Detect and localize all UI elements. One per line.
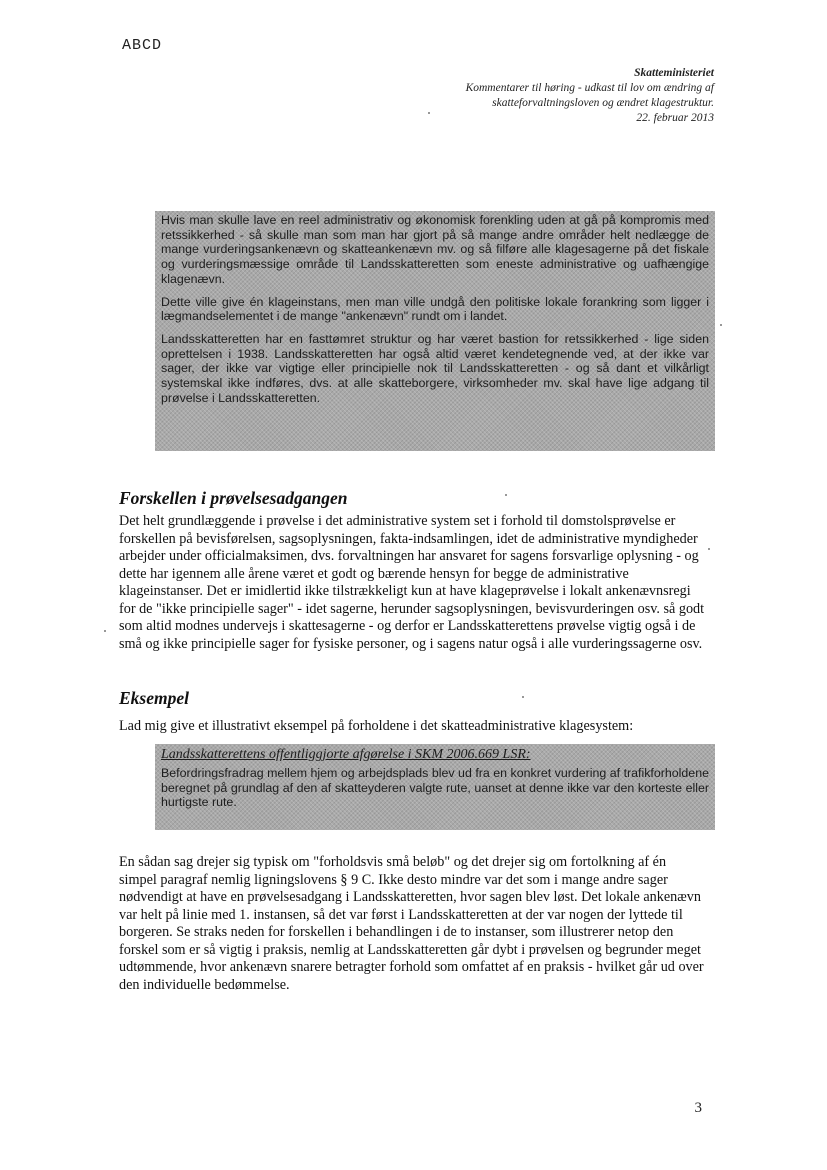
example-body: Befordringsfradrag mellem hjem og arbejdsplads blev ud fra en konkret vurdering af trafikforholdene beregnet på grundlag af den af skatteyderen valgte rute, uanset at denne ikke var den korteste eller hurtigste rute.: [161, 766, 709, 810]
quote-paragraph: Dette ville give én klageinstans, men man ville undgå den politiske lokale forankring som ligger i lægmandselementet i de mange "ankenævn" rundt om i landet.: [161, 294, 709, 324]
body-paragraph: Lad mig give et illustrativt eksempel på forholdene i det skatteadministrative klagesystem:: [119, 718, 634, 734]
document-stamp: ABCD: [122, 37, 163, 54]
page-number: 3: [694, 1100, 702, 1116]
highlighted-example-box: [155, 744, 715, 830]
body-paragraph: En sådan sag drejer sig typisk om "forholdsvis små beløb" og det drejer sig om fortolkning af én simpel paragraf nemlig ligningslovens § 9 C. Ikke desto mindre var det som i mange andre sager nødvendigt at have en prøvelsesadgang i Landsskatteretten, hvor sagen blev løst. Det lokale ankenævn var helt på linie med 1. instansen, så det var først i Landsskatteretten at der var nogen der lyttede til borgeren. Se straks neden for forskellen i behandlingen i de to instanser, som illustrerer netop den forskel som er så vigtig i praksis, nemlig at Landsskatteretten går dybt i prøvelsen og begrunder meget udtømmende, hvor ankenævn snarere betragter forhold som omfattet af en praksis - hvilket går ud over den individuelle bedømmelse.: [119, 854, 704, 993]
example-title: Landsskatterettens offentliggjorte afgørelse i SKM 2006.669 LSR:: [161, 747, 531, 762]
header-subject-line-2: skatteforvaltningsloven og ændret klagestruktur.: [492, 97, 714, 109]
scan-speck: [522, 696, 524, 698]
scan-speck: [104, 630, 106, 632]
quote-paragraph: Landsskatteretten har en fasttømret struktur og har været bastion for retssikkerhed - lige siden oprettelsen i 1938. Landsskatteretten har også altid været kendetegnende ved, at der ikke var sager, der ikke var vigtige eller principielle nok til Landsskatteretten - og så dant et vilkårligt systemskal ikke indføres, dvs. at alle skatteborgere, virksomheder mv. skal have lige adgang til prøvelse i Landsskatteretten.: [161, 331, 709, 405]
scan-speck: [708, 548, 710, 550]
highlighted-quote-box: [155, 211, 715, 451]
quote-paragraph: Hvis man skulle lave en reel administrativ og økonomisk forenkling uden at gå på kompromis med retssikkerhed - så skulle man som man har gjort på så mange andre områder helt nedlægge de mange vurderingsankenævn og skatteankenævn mv. og så filføre alle klagesagerne på det fiskale og vurderingsmæssige område til Landsskatteretten som eneste administrative og uafhængige klagenævn.: [161, 213, 709, 286]
scan-speck: [505, 494, 507, 496]
section-heading: Eksempel: [119, 688, 189, 708]
section-heading: Forskellen i prøvelsesadgangen: [119, 488, 348, 508]
scan-speck: [720, 324, 722, 326]
header-subject-line-1: Kommentarer til høring - udkast til lov om ændring af: [465, 82, 714, 94]
header-organisation: Skatteministeriet: [634, 67, 714, 79]
letter-header: [466, 66, 714, 126]
header-date: 22. februar 2013: [636, 112, 714, 124]
body-paragraph: Det helt grundlæggende i prøvelse i det administrative system set i forhold til domstolsprøvelse er forskellen på bevisførelsen, sagsoplysningen, fakta-indsamlingen, idet de administrative myndigheder arbejder under officialmaksimen, dvs. forvaltningen har ansvaret for sagens forsvarlige oplysning - og dette har igennem alle årene været et godt og bærende hensyn for begge de administrative klageinstanser. Det er imidlertid ikke tilstrækkeligt kun at have klageprøvelse i lokalt ankenævnsregi for de "ikke principielle sager" - idet sagerne, herunder sagsoplysningen, bevisvurderingen osv. så godt som altid modnes undervejs i skattesagerne - og derfor er Landsskatterettens prøvelse vigtig også i de små og ikke principielle sager for fysiske personer, og i sagens natur også i alle vurderingssagerne osv.: [119, 513, 705, 652]
scan-speck: [428, 112, 430, 114]
